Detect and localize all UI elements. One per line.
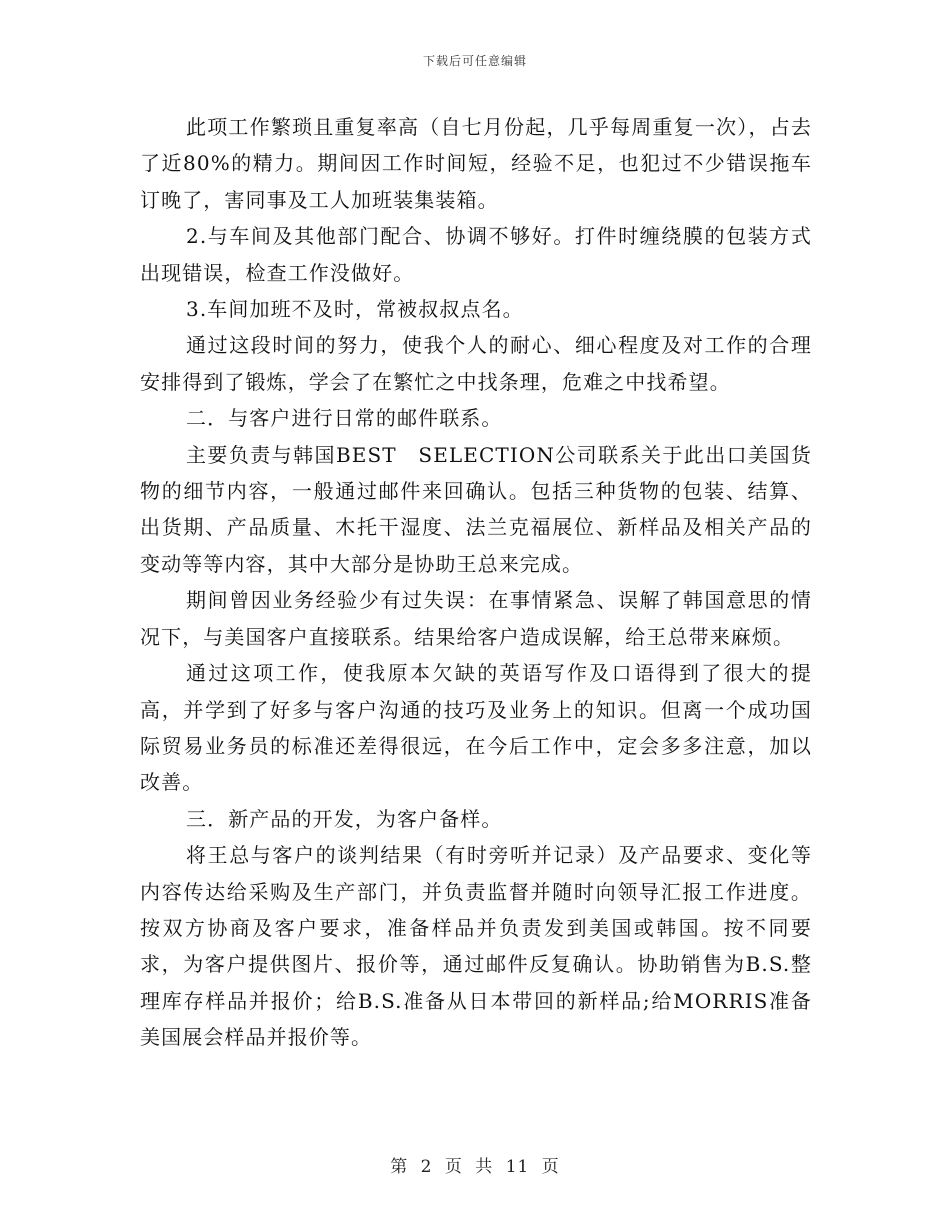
paragraph-overtime: 3.车间加班不及时，常被叔叔点名。: [186, 297, 524, 322]
section-heading-email-contact: 二．与客户进行日常的邮件联系。: [186, 406, 503, 431]
paragraph-mistakes: 期间曾因业务经验少有过失误：在事情紧急、误解了韩国意思的情况下，与美国客户直接联系。结果给客户造成误解，给王总带来麻烦。: [140, 588, 812, 649]
paragraph-lessons-learned: 通过这段时间的努力，使我个人的耐心、细心程度及对工作的合理安排得到了锻炼，学会了在繁忙之中找条理，危难之中找希望。: [140, 333, 812, 394]
paragraph-workload: 此项工作繁琐且重复率高（自七月份起，几乎每周重复一次），占去了近80%的精力。期间因工作时间短，经验不足，也犯过不少错误拖车订晚了，害同事及工人加班装集装箱。: [140, 115, 812, 212]
paragraph-english-improvement: 通过这项工作，使我原本欠缺的英语写作及口语得到了很大的提高，并学到了好多与客户沟通的技巧及业务上的知识。但离一个成功国际贸易业务员的标准还差得很远，在今后工作中，定会多多注意，加以改善。: [140, 661, 812, 795]
section-heading-new-products: 三．新产品的开发，为客户备样。: [186, 806, 503, 831]
document-body: [140, 109, 812, 1056]
page-header: 下载后可任意编辑: [422, 54, 527, 68]
paragraph-coordination: 2.与车间及其他部门配合、协调不够好。打件时缠绕膜的包装方式出现错误，检查工作没做好。: [140, 224, 812, 285]
paragraph-samples: 将王总与客户的谈判结果（有时旁听并记录）及产品要求、变化等内容传达给采购及生产部门，并负责监督并随时向领导汇报工作进度。按双方协商及客户要求，准备样品并负责发到美国或韩国。按不同要求，为客户提供图片、报价等，通过邮件反复确认。协助销售为B.S.整理库存样品并报价；给B.S.准备从日本带回的新样品;给MORRIS准备美国展会样品并报价等。: [140, 843, 812, 1050]
paragraph-client-responsibility: 主要负责与韩国BEST SELECTION公司联系关于此出口美国货物的细节内容，一般通过邮件来回确认。包括三种货物的包装、结算、出货期、产品质量、木托干湿度、法兰克福展位、新样品及相关产品的变动等等内容，其中大部分是协助王总来完成。: [140, 442, 812, 576]
page-number-footer: 第 2 页 共 11 页: [390, 1157, 560, 1177]
